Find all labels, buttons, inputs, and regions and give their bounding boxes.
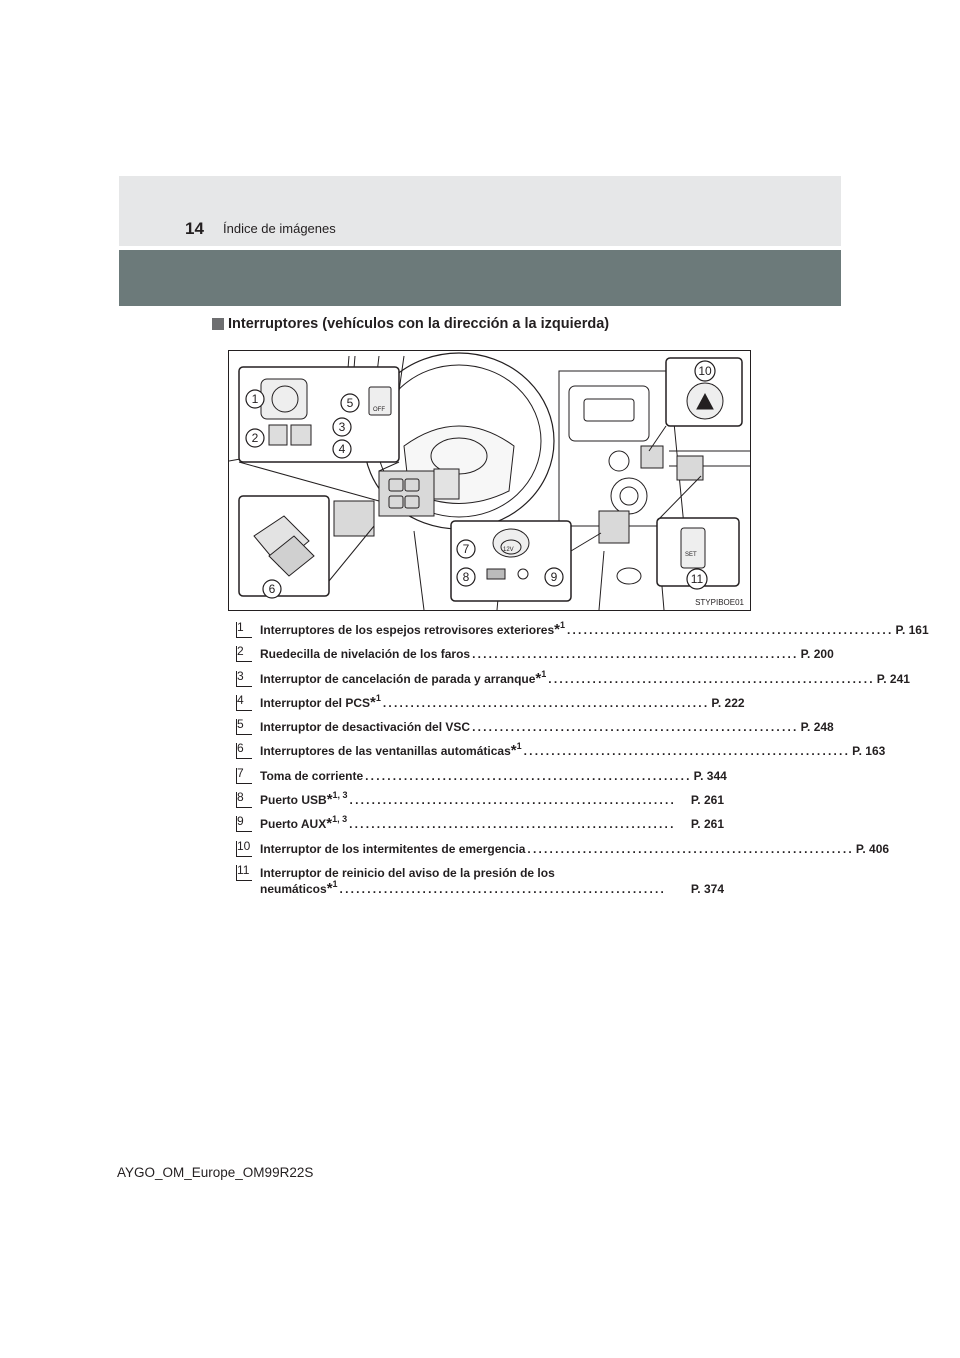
- item-number: 6: [237, 741, 244, 756]
- item-label: Interruptores de los espejos retrovisores exteriores*$^1$: [260, 620, 565, 638]
- list-item: 1 Interruptores de los espejos retrovisores exteriores*$^1$ ........................................................... P. 161: [237, 620, 929, 638]
- heading-bullet-icon: [212, 318, 224, 330]
- item-page-ref: P. 261: [690, 793, 724, 808]
- figure-code: STYPIBOE01: [695, 598, 744, 607]
- item-page-ref: P. 344: [693, 768, 727, 783]
- item-label: Interruptor del PCS*$^1$: [260, 692, 381, 711]
- chapter-band: [119, 250, 841, 306]
- 12v-label: 12V: [503, 547, 514, 553]
- item-label: Toma de corriente: [260, 768, 364, 783]
- switch-index-list: [236, 620, 929, 905]
- item-page-ref: P. 222: [711, 695, 745, 710]
- svg-text:2: 2: [251, 431, 259, 445]
- svg-text:7: 7: [462, 542, 470, 556]
- footer-doc-code: AYGO_OM_Europe_OM99R22S: [117, 1165, 314, 1180]
- item-page-ref: P. 248: [800, 720, 834, 735]
- section-heading: [212, 316, 609, 332]
- section-title: Índice de imágenes: [223, 221, 336, 236]
- svg-text:11: 11: [690, 572, 704, 586]
- item-label: Ruedecilla de nivelación de los faros: [260, 647, 471, 662]
- svg-text:6: 6: [268, 582, 276, 596]
- set-label: SET: [685, 552, 697, 558]
- item-number: 3: [237, 668, 244, 683]
- item-page-ref: P. 161: [895, 623, 929, 637]
- svg-text:9: 9: [550, 570, 558, 584]
- svg-text:5: 5: [346, 396, 354, 410]
- item-page-ref: P. 241: [876, 671, 910, 686]
- list-item: 5 Interruptor de desactivación del VSC ........................................................... P. 248: [237, 717, 834, 735]
- item-label: Interruptor de cancelación de parada y arranque*$^1$: [260, 668, 547, 687]
- list-item: 4 Interruptor del PCS*$^1$ ........................................................... P. 222: [237, 692, 745, 711]
- item-number: 11: [237, 862, 250, 877]
- svg-text:10: 10: [698, 364, 712, 378]
- item-number: 1: [237, 620, 244, 634]
- item-label: Interruptor de desactivación del VSC: [260, 720, 471, 735]
- svg-text:4: 4: [338, 442, 346, 456]
- switches-illustration: [228, 350, 751, 611]
- svg-text:1: 1: [251, 392, 259, 406]
- list-item: 2 Ruedecilla de nivelación de los faros ........................................................... P. 200: [237, 644, 834, 662]
- list-item: 6 Interruptores de las ventanillas automáticas*$^1$ ........................................................... P. 163: [237, 741, 886, 760]
- item-number: 9: [237, 814, 244, 829]
- item-page-ref: P. 374: [690, 881, 724, 896]
- item-number: 5: [237, 717, 244, 732]
- heading-text: Interruptores (vehículos con la dirección a la izquierda): [228, 316, 610, 332]
- item-number: 8: [237, 790, 244, 805]
- item-label: Puerto AUX*$^{1, 3}$: [260, 814, 348, 833]
- item-label: Interruptores de las ventanillas automáticas*$^1$: [260, 741, 522, 760]
- item-label-continued: neumáticos*$^1$: [260, 878, 338, 897]
- svg-text:3: 3: [338, 420, 346, 434]
- page-number: 14: [185, 219, 204, 238]
- item-label: Puerto USB*$^{1, 3}$: [260, 790, 348, 809]
- item-number: 2: [237, 644, 244, 659]
- item-number: 7: [237, 765, 244, 780]
- item-page-ref: P. 200: [800, 647, 834, 662]
- list-item: 9 Puerto AUX*$^{1, 3}$ ........................................................... P. 261: [237, 814, 724, 833]
- item-label: Interruptor de reinicio del aviso de la presión de los: [260, 865, 555, 880]
- list-item: 11 Interruptor de reinicio del aviso de la presión de los neumáticos*$^1$ ........................................................... P. 374: [237, 862, 724, 897]
- svg-text:8: 8: [462, 570, 470, 584]
- off-label: OFF: [373, 407, 385, 413]
- item-page-ref: P. 261: [690, 817, 724, 832]
- list-item: 7 Toma de corriente ........................................................... P. 344: [237, 765, 727, 783]
- item-label: Interruptor de los intermitentes de emergencia: [260, 841, 526, 856]
- list-item: 3 Interruptor de cancelación de parada y arranque*$^1$ ........................................................... P. 241: [237, 668, 910, 687]
- item-page-ref: P. 406: [855, 841, 890, 856]
- list-item: 8 Puerto USB*$^{1, 3}$ ........................................................... P. 261: [237, 790, 724, 809]
- item-number: 4: [237, 692, 244, 707]
- item-number: 10: [237, 838, 251, 853]
- item-page-ref: P. 163: [852, 744, 886, 759]
- list-item: 10 Interruptor de los intermitentes de emergencia ........................................................... P. 406: [237, 838, 890, 856]
